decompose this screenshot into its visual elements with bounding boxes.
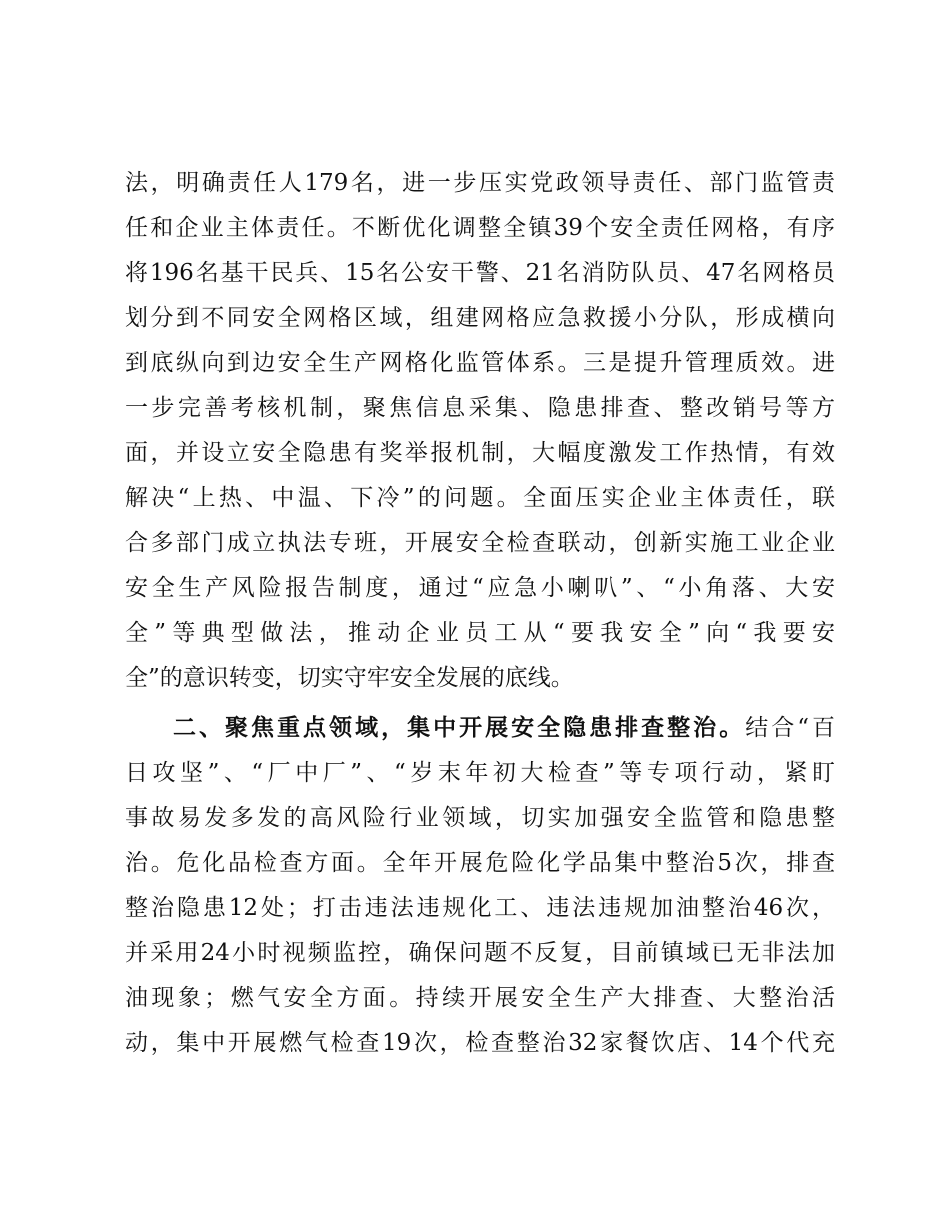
paragraph-line: 法，明确责任人179名，进一步压实党政领导责任、部门监管责	[125, 170, 835, 196]
paragraph-line: 划分到不同安全网格区域，组建网格应急救援小分队，形成横向	[125, 305, 835, 331]
section-2-first-line-text: 结合“百	[745, 715, 835, 741]
paragraph-line: 动，集中开展燃气检查19次，检查整治32家餐饮店、14个代充	[125, 1030, 835, 1056]
paragraph-line: 安全生产风险报告制度，通过“应急小喇叭”、“小角落、大安	[125, 575, 835, 601]
paragraph-line: 到底纵向到边安全生产网格化监管体系。三是提升管理质效。进	[125, 350, 835, 376]
paragraph-line: 合多部门成立执法专班，开展安全检查联动，创新实施工业企业	[125, 530, 835, 556]
paragraph-line: 一步完善考核机制，聚焦信息采集、隐患排查、整改销号等方	[125, 395, 835, 421]
paragraph-line: 并采用24小时视频监控，确保问题不反复，目前镇域已无非法加	[125, 940, 835, 966]
paragraph-line: 全”等典型做法，推动企业员工从“要我安全”向“我要安	[125, 620, 835, 646]
paragraph-line: 整治隐患12处；打击违法违规化工、违法违规加油整治46次，	[125, 895, 835, 921]
paragraph-line: 将196名基干民兵、15名公安干警、21名消防队员、47名网格员	[125, 260, 835, 286]
paragraph-line: 任和企业主体责任。不断优化调整全镇39个安全责任网格，有序	[125, 215, 835, 241]
paragraph-line: 解决“上热、中温、下冷”的问题。全面压实企业主体责任，联	[125, 485, 835, 511]
section-2-heading: 二、聚焦重点领域，集中开展安全隐患排查整治。	[173, 714, 746, 741]
paragraph-line: 全”的意识转变，切实守牢安全发展的底线。	[125, 665, 574, 691]
paragraph-line: 油现象；燃气安全方面。持续开展安全生产大排查、大整治活	[125, 985, 835, 1011]
paragraph-line: 治。危化品检查方面。全年开展危险化学品集中整治5次，排查	[125, 850, 835, 876]
paragraph-line: 面，并设立安全隐患有奖举报机制，大幅度激发工作热情，有效	[125, 440, 835, 466]
paragraph-line: 事故易发多发的高风险行业领域，切实加强安全监管和隐患整	[125, 805, 835, 831]
paragraph-line: 日攻坚”、“厂中厂”、“岁末年初大检查”等专项行动，紧盯	[125, 760, 835, 786]
section-2-first-line	[173, 706, 835, 750]
